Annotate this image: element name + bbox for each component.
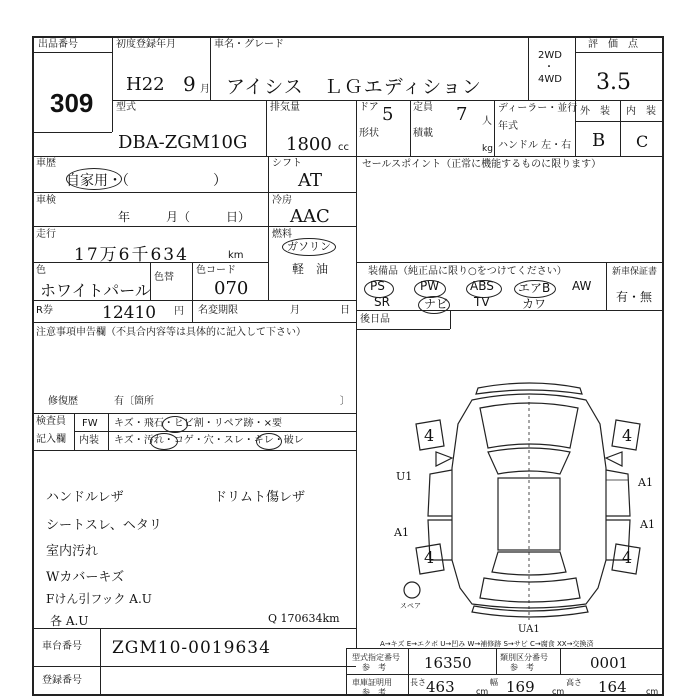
exterior-grade: B <box>592 130 606 151</box>
fw-items: キズ・飛石・ヒビ割・リペア跡・×要 <box>114 418 282 429</box>
equip-leather: カワ <box>522 297 547 311</box>
drive-2wd: 2WD <box>538 50 562 61</box>
lot-number: 309 <box>50 88 94 118</box>
shift-label: シフト <box>272 158 302 169</box>
damage-mark-wheel-rl: 4 <box>424 548 435 567</box>
kg-unit: kg <box>482 144 493 154</box>
height-label: 高さ <box>566 678 582 687</box>
cooling-value: AAC <box>290 206 330 227</box>
inspection-value: 年 月（ 日） <box>118 210 251 224</box>
displacement-label: 排気量 <box>270 102 300 113</box>
drive-4wd: 4WD <box>538 74 562 85</box>
doors-label: ドア <box>359 102 379 113</box>
interior-grade: C <box>636 132 649 151</box>
equip-abs: ABS <box>470 279 494 293</box>
int-items: キズ・汚れ・コゲ・穴・スレ・キレ・破レ <box>114 435 304 446</box>
sales-point-title: セールスポイント（正常に機能するものに限ります） <box>362 159 602 170</box>
drive-dot: ・ <box>544 62 554 73</box>
first-registration-month: 9 <box>183 72 196 96</box>
note-line-2: シートスレ、ヘタリ <box>46 518 162 533</box>
fuel-label: 燃料 <box>272 229 292 240</box>
damage-mark-right-front: A1 <box>638 476 653 489</box>
equip-aw: AW <box>572 279 592 293</box>
note-line-1: ハンドルレザ <box>46 490 124 505</box>
length-unit: cm <box>476 687 489 696</box>
rear-items-label: 後日品 <box>360 314 390 325</box>
repair-bracket-close: 〕 <box>340 396 350 407</box>
inspector-label: 検査員 <box>36 416 66 427</box>
equip-airbag: エアB <box>518 281 551 295</box>
class-no-ref: 参 考 <box>510 663 534 672</box>
equip-tv: TV <box>474 295 490 309</box>
length-label: 長さ <box>410 678 426 687</box>
handle-label: ハンドル 左・右 <box>498 140 572 151</box>
equip-navi: ナビ <box>424 297 449 311</box>
load-label: 積載 <box>413 128 433 139</box>
repair-label: 修復歴 <box>48 396 78 407</box>
chassis-value: ZGM10-0019634 <box>112 638 271 658</box>
height-value: 164 <box>598 678 627 696</box>
car-name-grade: アイシス ＬＧエディション <box>226 76 482 98</box>
class-no-label: 類別区分番号 <box>500 653 548 662</box>
warranty-value: 有・無 <box>616 290 653 304</box>
recycle-value: 12410 <box>102 303 157 323</box>
color-code-value: 070 <box>214 278 249 299</box>
car-name-label: 車名・グレード <box>214 39 284 50</box>
capacity-value: 7 <box>456 104 468 125</box>
mileage-unit: km <box>228 250 244 261</box>
damage-mark-left-front: U1 <box>396 470 413 483</box>
equip-ps: PS <box>370 279 385 293</box>
shift-value: AT <box>298 170 323 191</box>
color-change-label: 色替 <box>154 272 174 283</box>
damage-mark-wheel-fl: 4 <box>424 426 435 445</box>
name-change-month: 月 <box>290 305 300 316</box>
doors-value: 5 <box>382 104 394 125</box>
chassis-label: 車台番号 <box>42 641 82 652</box>
exterior-label: 外 装 <box>580 106 610 117</box>
cc-unit: cc <box>338 142 349 153</box>
equip-sr: SR <box>374 295 390 309</box>
equip-pw: PW <box>420 279 440 293</box>
history-value: 自家用・（ ） <box>66 173 227 189</box>
model-label: 型式 <box>116 102 136 113</box>
fuel-gasoline-text: ガソリン <box>287 240 331 253</box>
damage-legend: A→キズ E→エクボ U→凹み W→補修跡 S→サビ C→腐食 XX→交換済 <box>380 640 594 648</box>
first-registration-label: 初度登録年月 <box>116 39 176 50</box>
int-label: 内装 <box>79 435 99 446</box>
note-line-5: Fけん引フック A.U <box>46 592 152 606</box>
name-change-label: 名変期限 <box>198 305 238 316</box>
type-no-label: 型式指定番号 <box>352 653 400 662</box>
dealer-label: ディーラー・並行 <box>498 103 578 114</box>
notes-title: 注意事項申告欄（不具合内容等は具体的に記入して下さい） <box>36 327 306 338</box>
odometer-note: Q 170634km <box>268 612 340 625</box>
fw-label: FW <box>82 418 98 429</box>
equipment-title: 装備品（純正品に限り○をつけてください） <box>368 266 567 277</box>
score-value: 3.5 <box>596 70 631 95</box>
inspector-entry-label: 記入欄 <box>36 434 66 445</box>
recycle-yen: 円 <box>174 306 184 317</box>
score-label: 評 価 点 <box>588 39 638 50</box>
note-line-6: 各 A.U <box>50 614 89 628</box>
damage-mark-rear-bumper: UA1 <box>518 624 540 635</box>
capacity-label: 定員 <box>413 102 433 113</box>
class-no-value: 0001 <box>590 654 629 672</box>
recycle-label: R券 <box>36 305 53 316</box>
registration-label: 登録番号 <box>42 675 82 686</box>
spare-tyre-label: スペア <box>400 602 421 610</box>
mileage-label: 走行 <box>36 229 56 240</box>
width-value: 169 <box>506 678 535 696</box>
mileage-value: 17万6千634 <box>74 245 189 265</box>
lot-number-label: 出品番号 <box>38 39 78 50</box>
width-label: 幅 <box>490 678 498 687</box>
shape-label: 形状 <box>359 128 379 139</box>
history-label: 車歴 <box>36 158 56 169</box>
garage-cert-ref: 参 考 <box>362 688 386 697</box>
fuel-diesel: 軽 油 <box>292 262 329 276</box>
capacity-unit: 人 <box>482 116 492 127</box>
width-unit: cm <box>552 687 565 696</box>
repair-value: 有〔箇所 <box>114 396 154 407</box>
interior-label: 内 装 <box>626 106 656 117</box>
garage-cert-label: 車庫証明用 <box>352 678 392 687</box>
displacement-value: 1800 <box>286 134 332 155</box>
color-code-label: 色コード <box>196 265 236 276</box>
damage-mark-wheel-fr: 4 <box>622 426 633 445</box>
note-line-3: 室内汚れ <box>46 544 99 559</box>
month-suffix: 月 <box>200 84 210 95</box>
warranty-label: 新車保証書 <box>612 267 658 277</box>
color-value: ホワイトパール <box>40 281 151 300</box>
type-no-ref: 参 考 <box>362 663 386 672</box>
model-value: DBA-ZGM10G <box>118 132 248 153</box>
name-change-day: 日 <box>340 305 350 316</box>
color-label: 色 <box>36 265 46 276</box>
type-no-value: 16350 <box>424 654 472 672</box>
length-value: 463 <box>426 678 455 696</box>
damage-mark-wheel-rr: 4 <box>622 548 633 567</box>
height-unit: cm <box>646 687 659 696</box>
note-right-1: ドリムト傷レザ <box>214 490 306 505</box>
note-line-4: Wカバーキズ <box>46 570 125 585</box>
damage-mark-left-rear: A1 <box>394 526 409 539</box>
year-label: 年式 <box>498 121 518 132</box>
cooling-label: 冷房 <box>272 195 292 206</box>
inspection-label: 車検 <box>36 195 56 206</box>
first-registration-year: H22 <box>126 74 165 95</box>
damage-mark-right-rear: A1 <box>640 518 655 531</box>
